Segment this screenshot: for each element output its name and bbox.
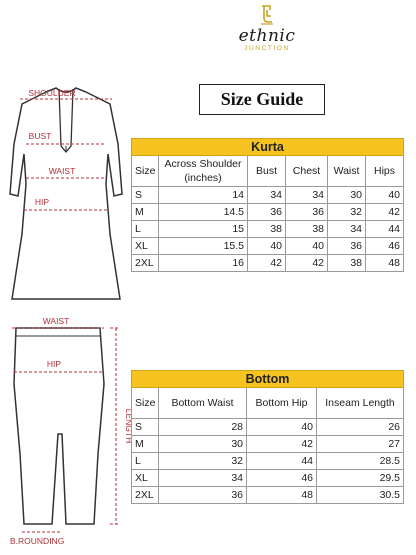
measurement-cell: 27 <box>317 436 404 453</box>
measurement-cell: 42 <box>286 255 328 272</box>
table-row <box>132 470 404 487</box>
bottom-size-table <box>131 370 404 504</box>
size-cell: S <box>132 187 159 204</box>
measurement-cell: 44 <box>247 453 317 470</box>
column-header: Bottom Waist <box>159 388 247 419</box>
length-label: LENGTH <box>124 408 134 444</box>
measurement-cell: 15 <box>159 221 248 238</box>
measurement-cell: 40 <box>247 419 317 436</box>
measurement-cell: 36 <box>248 204 286 221</box>
measurement-cell: 28.5 <box>317 453 404 470</box>
measurement-cell: 44 <box>366 221 404 238</box>
measurement-cell: 42 <box>366 204 404 221</box>
brand-subtitle: JUNCTION <box>244 45 290 52</box>
measurement-cell: 38 <box>286 221 328 238</box>
table-row <box>132 221 404 238</box>
bottom-table-caption-row <box>132 371 404 388</box>
measurement-cell: 36 <box>159 487 247 504</box>
measurement-cell: 34 <box>286 187 328 204</box>
measurement-cell: 48 <box>247 487 317 504</box>
brand-name: ethnic <box>238 26 296 46</box>
kurta-figure <box>6 84 126 316</box>
measurement-cell: 30.5 <box>317 487 404 504</box>
measurement-cell: 26 <box>317 419 404 436</box>
measurement-cell: 34 <box>159 470 247 487</box>
measurement-cell: 40 <box>366 187 404 204</box>
table-row <box>132 255 404 272</box>
hip-label: HIP <box>34 197 50 207</box>
measurement-cell: 36 <box>328 238 366 255</box>
table-row <box>132 436 404 453</box>
size-cell: 2XL <box>132 487 159 504</box>
logo-mark-icon <box>259 4 275 26</box>
column-header: Across Shoulder (inches) <box>159 156 248 187</box>
measurement-cell: 32 <box>328 204 366 221</box>
size-cell: L <box>132 221 159 238</box>
table-row <box>132 238 404 255</box>
waist-label: WAIST <box>42 316 70 326</box>
table-row <box>132 453 404 470</box>
measurement-cell: 32 <box>159 453 247 470</box>
column-header: Hips <box>366 156 404 187</box>
size-cell: M <box>132 436 159 453</box>
table-row <box>132 487 404 504</box>
waist-label: WAIST <box>48 166 76 176</box>
measurement-cell: 42 <box>248 255 286 272</box>
measurement-cell: 14.5 <box>159 204 248 221</box>
measurement-cell: 42 <box>247 436 317 453</box>
page-title: Size Guide <box>220 89 304 109</box>
column-header: Size <box>132 156 159 187</box>
brand-logo <box>232 4 302 68</box>
kurta-size-table <box>131 138 404 272</box>
measurement-cell: 36 <box>286 204 328 221</box>
bust-label: BUST <box>28 131 52 141</box>
size-cell: M <box>132 204 159 221</box>
column-header: Bottom Hip <box>247 388 317 419</box>
size-cell: 2XL <box>132 255 159 272</box>
shoulder-label: SHOULDER <box>28 88 76 98</box>
size-cell: L <box>132 453 159 470</box>
table-row <box>132 187 404 204</box>
measurement-cell: 28 <box>159 419 247 436</box>
bottom-figure <box>2 314 134 554</box>
table-row <box>132 204 404 221</box>
size-cell: S <box>132 419 159 436</box>
measurement-cell: 40 <box>286 238 328 255</box>
bottom-table-caption: Bottom <box>132 371 404 388</box>
kurta-table-caption-row <box>132 139 404 156</box>
size-cell: XL <box>132 470 159 487</box>
hip-label: HIP <box>46 359 62 369</box>
measurement-cell: 29.5 <box>317 470 404 487</box>
kurta-table-caption: Kurta <box>132 139 404 156</box>
measurement-cell: 15.5 <box>159 238 248 255</box>
measurement-cell: 30 <box>328 187 366 204</box>
bottom-table-header-row <box>132 388 404 419</box>
b-rounding-label: B.ROUNDING <box>10 536 65 546</box>
size-guide-title-box <box>199 84 325 115</box>
measurement-cell: 38 <box>248 221 286 238</box>
column-header: Inseam Length <box>317 388 404 419</box>
measurement-cell: 38 <box>328 255 366 272</box>
measurement-cell: 46 <box>366 238 404 255</box>
column-header: Bust <box>248 156 286 187</box>
table-row <box>132 419 404 436</box>
measurement-cell: 48 <box>366 255 404 272</box>
kurta-table-header-row <box>132 156 404 187</box>
measurement-cell: 30 <box>159 436 247 453</box>
size-cell: XL <box>132 238 159 255</box>
column-header: Size <box>132 388 159 419</box>
measurement-cell: 16 <box>159 255 248 272</box>
measurement-cell: 14 <box>159 187 248 204</box>
measurement-cell: 40 <box>248 238 286 255</box>
measurement-cell: 34 <box>328 221 366 238</box>
measurement-cell: 46 <box>247 470 317 487</box>
column-header: Waist <box>328 156 366 187</box>
column-header: Chest <box>286 156 328 187</box>
measurement-cell: 34 <box>248 187 286 204</box>
trouser-outline <box>14 328 104 524</box>
kurta-outline <box>10 88 122 299</box>
